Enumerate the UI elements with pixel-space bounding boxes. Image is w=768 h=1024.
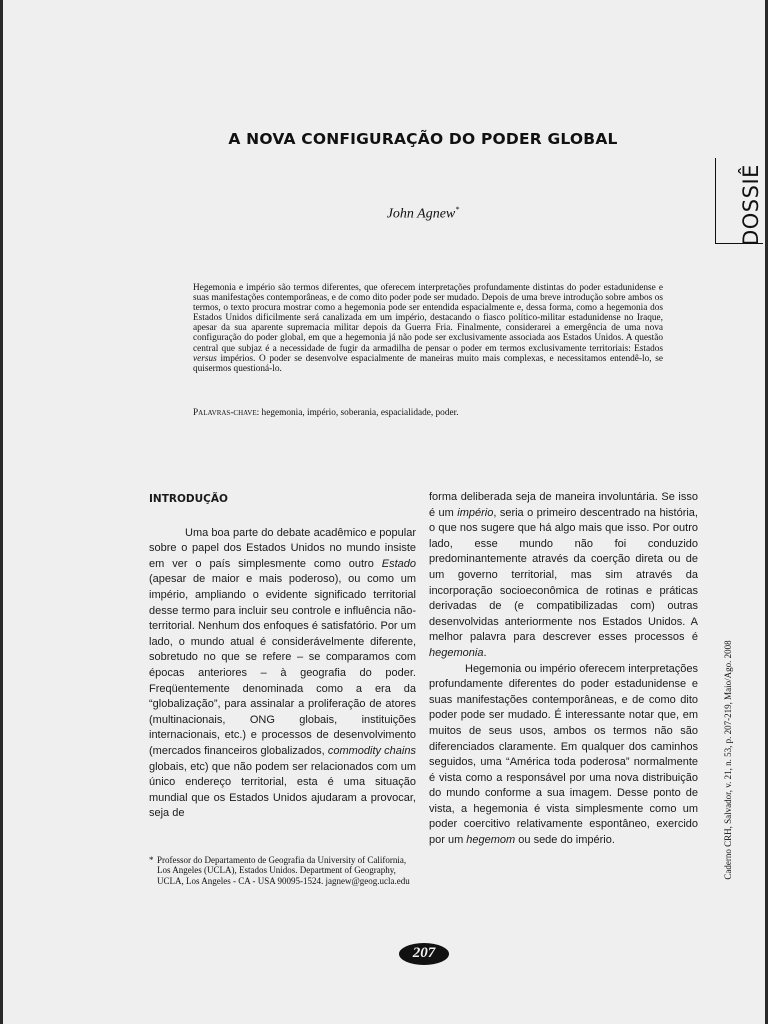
right-paragraph-1: [429, 490, 698, 662]
keywords-label: Palavras-chave: [193, 408, 257, 418]
keywords-text: : hegemonia, império, soberania, espacialidade, poder.: [256, 408, 459, 418]
abstract-part-2: impérios. O poder se desenvolve espacialmente de maneiras muito mais complexas, e necessitamos entendê-lo, se quisermos questioná-lo.: [193, 353, 663, 374]
abstract: [193, 283, 663, 374]
left-column: [149, 492, 416, 822]
right-text-1: forma deliberada seja de maneira involuntária. Se isso é um: [429, 491, 698, 519]
right-text-2: , seria o primeiro descentrado na história, o que nos sugere que há algo mais que isso. Por outro lado, esse mundo não foi conduzido predominantemente através da coerção direta ou de um governo territorial, mas sim através da incorporação socioeconômica de rotinas e práticas derivadas de (e compatibilizadas com) outras desenvolvidas anteriormente nos Estados Unidos. A melhor palavra para descrever esses processos é: [429, 506, 698, 644]
abstract-part-1: Hegemonia e império são termos diferentes, que oferecem interpretações profundamente distintas do poder estadunidense e suas manifestações contemporâneas, e de como dito poder pode ser mudado. Depois de uma breve introdução sobre ambos os termos, o texto procura mostrar como a hegemonia pode ser entendida espacialmente e, dessa forma, como a hegemonia dos Estados Unidos dificilmente será canalizada em um império, destacando o fiasco político-militar estadunidense no Iraque, apesar da sua aparente supremacia militar depois da Guerra Fria. Finalmente, considerarei a emergência de uma nova configuração do poder global, em que a hegemonia já não pode ser exclusivamente associada aos Estados Unidos. A questão central que subjaz é a necessidade de fugir da armadilha de pensar o poder em termos exclusivamente territoriais: Estados: [193, 283, 663, 354]
paper-page: [3, 0, 765, 1024]
intro-paragraph: [149, 526, 416, 822]
right-p2-text-1: Hegemonia ou império oferecem interpretações profundamente diferentes do poder estadunidense e suas manifestações contemporâneas, e de como dito poder pode ser mudado. É interessante notar que, em muitos de seus usos, ambos os termos não são diferenciados claramente. Em qualquer dos caminhos seguidos, uma “América toda poderosa” normalmente é vista como a responsável por uma nova distribuição do mundo conforme a sua imagem. Desse ponto de vista, a hegemonia é vista simplesmente como um poder coercitivo relativamente espontâneo, exercido por um: [429, 662, 698, 847]
article-title: A NOVA CONFIGURAÇÃO DO PODER GLOBAL: [228, 130, 618, 148]
page-number-badge: [399, 943, 449, 965]
right-text-3: .: [483, 646, 487, 659]
journal-citation-sidebar: Caderno CRH, Salvador, v. 21, n. 53, p. 207-219, Maio/Ago. 2008: [723, 640, 733, 880]
right-p2-text-2: ou sede do império.: [515, 834, 615, 847]
author-name: [323, 205, 523, 223]
right-hegemonia: hegemonia: [429, 646, 484, 659]
intro-commodity-chains: commodity chains: [327, 744, 416, 757]
footnote-mark: *: [149, 855, 154, 865]
intro-text-2: (apesar de maior e mais poderoso), ou como um império, ampliando o evidente significado territorial desse termo para incluir seu controle e influência não-territorial. Nenhum dos enfoques é satisfatório. Por um lado, o mundo atual é considerávelmente diferente, sobretudo no que se refere – se comparamos com épocas anteriores – à geografia do poder. Freqüentemente denominada como a era da “globalização”, para assinalar a proliferação de atores (multinacionais, ONG globais, instituições internacionais, etc.) e processos de desenvolvimento (mercados financeiros globalizados,: [149, 573, 416, 757]
right-hegemom: hegemom: [466, 834, 516, 847]
author-footnote-mark: *: [455, 205, 460, 214]
footnote: [149, 855, 419, 886]
intro-text-1: Uma boa parte do debate acadêmico e popular sobre o papel dos Estados Unidos no mundo insiste em ver o país simplesmente como outro: [149, 526, 416, 570]
intro-text-3: globais, etc) que não podem ser relacionados com um único endereço territorial, esta é uma situação mundial que os Estados Unidos ajudaram a provocar, seja de: [149, 760, 416, 820]
footnote-text: Professor do Departamento de Geografia da University of California, Los Angeles (UCLA), Estados Unidos. Department of Geography, UCLA, Los Angeles - CA - USA 90095-1524. jagnew@geog.ucla.edu: [157, 855, 410, 886]
section-heading: INTRODUÇÃO: [149, 493, 228, 505]
abstract-versus: versus: [193, 353, 217, 364]
right-column: [429, 490, 698, 849]
keywords: [193, 408, 663, 418]
section-tag: DOSSIÊ: [739, 164, 763, 246]
intro-estado: Estado: [381, 557, 416, 570]
page-number: 207: [412, 945, 436, 961]
right-imperio: império: [457, 506, 494, 519]
right-paragraph-2: [429, 662, 698, 849]
author-name-text: John Agnew: [386, 206, 456, 222]
